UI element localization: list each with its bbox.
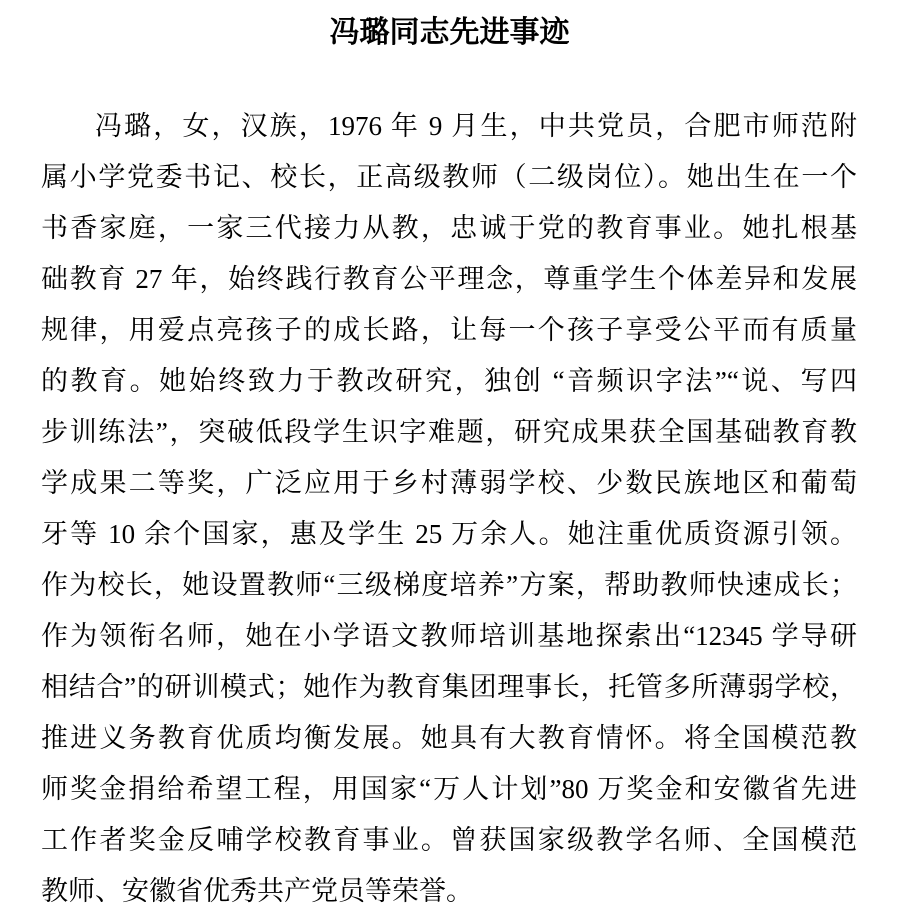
text-line: 规律，用爱点亮孩子的成长路，让每一个孩子享受公平而有质量: [41, 315, 857, 345]
text-line: 教师、安徽省优秀共产党员等荣誉。: [41, 876, 473, 906]
document-body: [41, 101, 857, 917]
text-line: 属小学党委书记、校长，正高级教师（二级岗位）。她出生在一个: [41, 162, 857, 192]
text-line: 础教育 27 年，始终践行教育公平理念，尊重学生个体差异和发展: [41, 264, 857, 294]
text-line: 书香家庭，一家三代接力从教，忠诚于党的教育事业。她扎根基: [41, 213, 857, 243]
text-line: 作为校长，她设置教师“三级梯度培养”方案，帮助教师快速成长；: [41, 570, 857, 600]
text-line: 推进义务教育优质均衡发展。她具有大教育情怀。将全国模范教: [41, 723, 857, 753]
text-line: 牙等 10 余个国家，惠及学生 25 万余人。她注重优质资源引领。: [41, 519, 857, 549]
text-line: 工作者奖金反哺学校教育事业。曾获国家级教学名师、全国模范: [41, 825, 857, 855]
text-line: 师奖金捐给希望工程，用国家“万人计划”80 万奖金和安徽省先进: [41, 774, 857, 804]
text-line: 的教育。她始终致力于教改研究，独创 “音频识字法”“说、写四: [41, 366, 857, 396]
text-line: 冯璐，女，汉族，1976 年 9 月生，中共党员，合肥市师范附: [95, 111, 857, 141]
text-line: 相结合”的研训模式；她作为教育集团理事长，托管多所薄弱学校，: [41, 672, 857, 702]
text-line: 学成果二等奖，广泛应用于乡村薄弱学校、少数民族地区和葡萄: [41, 468, 857, 498]
document-title: 冯璐同志先进事迹: [329, 16, 570, 49]
text-line: 作为领衔名师，她在小学语文教师培训基地探索出“12345 学导研: [41, 621, 857, 651]
text-line: 步训练法”，突破低段学生识字难题，研究成果获全国基础教育教: [41, 417, 857, 447]
